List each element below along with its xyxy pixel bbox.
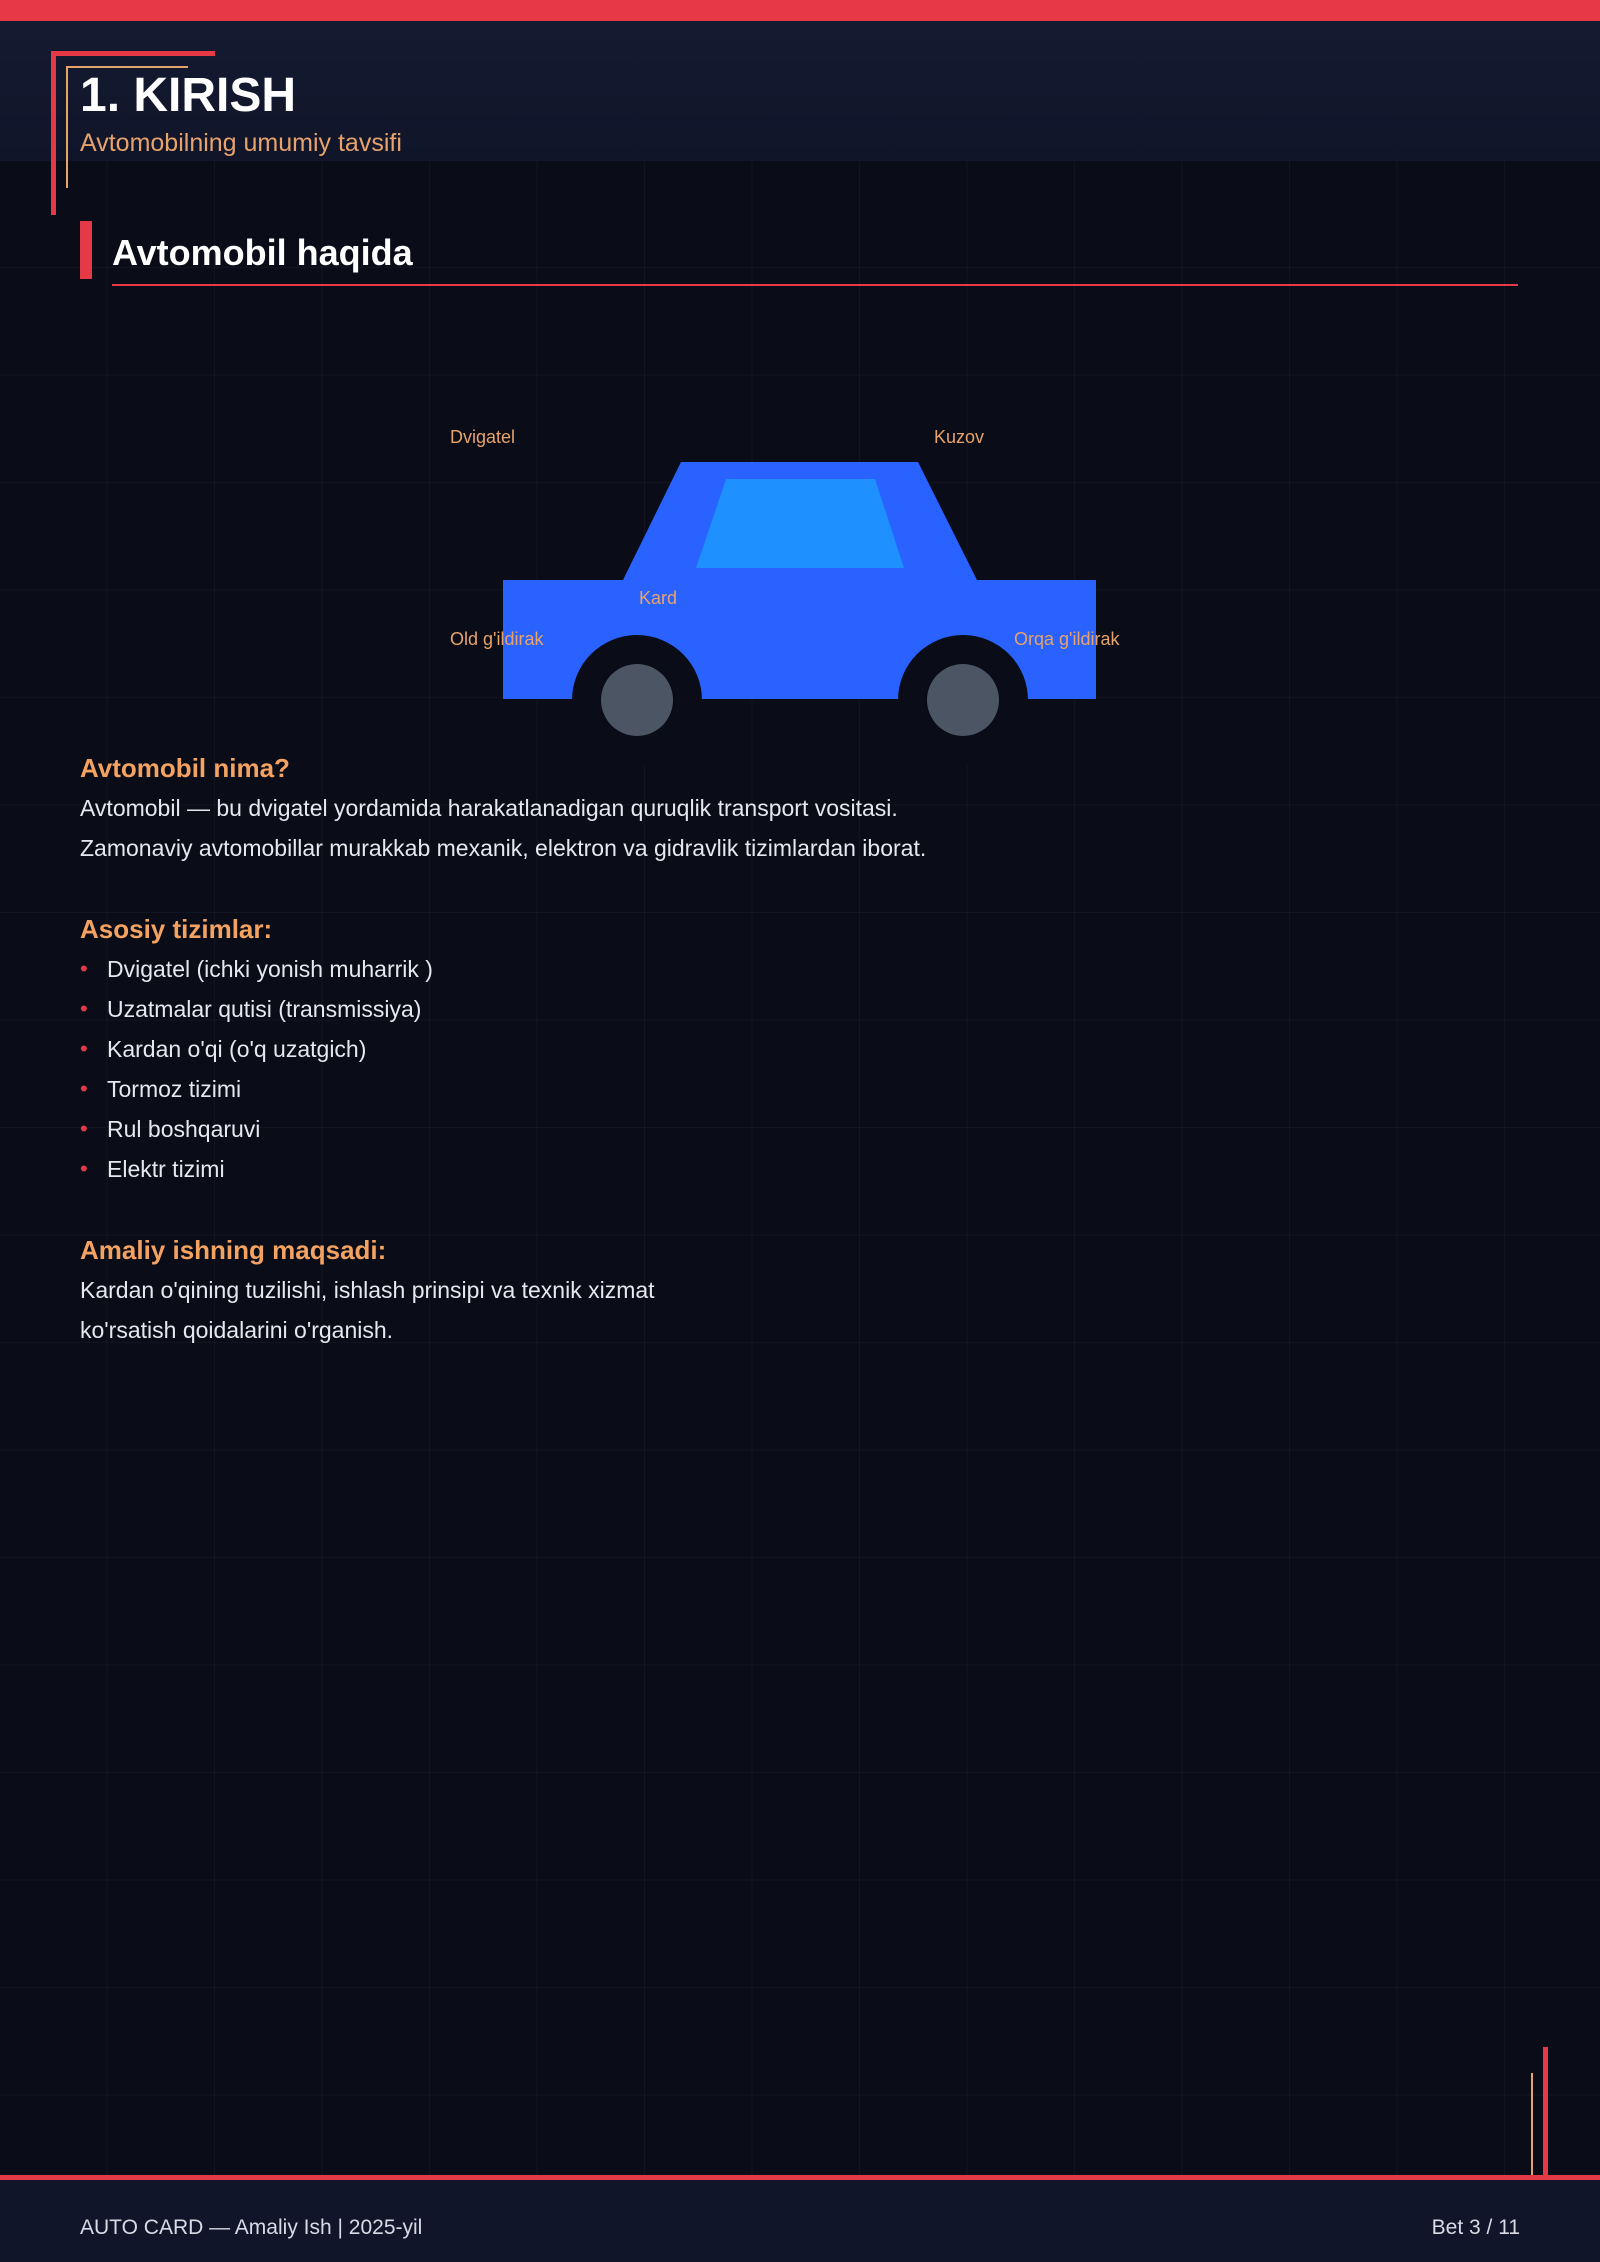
top-accent-strip: [0, 0, 1600, 21]
list-item: [80, 989, 1380, 1029]
page-number: Bet 3 / 11: [1431, 2216, 1520, 2239]
main-content: [80, 748, 1380, 1350]
footer-decoration-orange: [1531, 2073, 1533, 2177]
list-item-text: Tormoz tizimi: [107, 1076, 242, 1102]
spacer: [80, 868, 1380, 909]
paragraph-line: ko'rsatish qoidalarini o'rganish.: [80, 1317, 394, 1343]
label-cardan: Kard: [639, 588, 678, 608]
list-item: [80, 949, 1380, 989]
list-item: [80, 1029, 1380, 1069]
corner-bracket-red: [51, 51, 215, 56]
list-item: [80, 1069, 1380, 1109]
footer-decoration-red: [1543, 2047, 1548, 2177]
front-wheel-hub: [601, 664, 673, 736]
list-item-text: Rul boshqaruvi: [107, 1116, 261, 1142]
corner-bracket-red-vertical: [51, 51, 56, 215]
heading-what-is: Avtomobil nima?: [80, 753, 290, 783]
systems-list: [80, 949, 1380, 1189]
paragraph-line: Zamonaviy avtomobillar murakkab mexanik, elektron va gidravlik tizimlardan iborat.: [80, 835, 927, 861]
rear-wheel-hub: [927, 664, 999, 736]
bullet-icon: •: [80, 1036, 88, 1061]
label-rear-wheel: Orqa g'ildirak: [1014, 629, 1120, 649]
list-item-text: Uzatmalar qutisi (transmissiya): [107, 996, 422, 1022]
section-underline: [112, 284, 1518, 286]
list-item-text: Dvigatel (ichki yonish muharrik ): [107, 956, 433, 982]
spacer: [80, 1189, 1380, 1230]
page-title: 1. KIRISH: [80, 69, 297, 122]
footer-title: AUTO CARD — Amaliy Ish | 2025-yil: [80, 2216, 423, 2239]
heading-systems: Asosiy tizimlar:: [80, 914, 273, 944]
bullet-icon: •: [80, 956, 88, 981]
car-diagram: [430, 400, 1170, 780]
list-item-text: Elektr tizimi: [107, 1156, 225, 1182]
bullet-icon: •: [80, 1156, 88, 1181]
heading-goal: Amaliy ishning maqsadi:: [80, 1235, 387, 1265]
car-window: [696, 479, 904, 568]
section-accent-bar: [80, 221, 92, 279]
label-front-wheel: Old g'ildirak: [450, 629, 544, 649]
list-item: [80, 1109, 1380, 1149]
paragraph-line: Avtomobil — bu dvigatel yordamida harakatlanadigan quruqlik transport vositasi.: [80, 795, 898, 821]
label-body: Kuzov: [934, 427, 985, 447]
list-item: [80, 1149, 1380, 1189]
list-item-text: Kardan o'qi (o'q uzatgich): [107, 1036, 367, 1062]
label-engine: Dvigatel: [450, 427, 516, 447]
paragraph-line: Kardan o'qining tuzilishi, ishlash prinsipi va texnik xizmat: [80, 1277, 655, 1303]
section-title: Avtomobil haqida: [112, 232, 413, 273]
page-subtitle: Avtomobilning umumiy tavsifi: [80, 129, 402, 157]
bullet-icon: •: [80, 1116, 88, 1141]
bullet-icon: •: [80, 996, 88, 1021]
bullet-icon: •: [80, 1076, 88, 1101]
corner-bracket-orange-vertical: [66, 66, 68, 188]
